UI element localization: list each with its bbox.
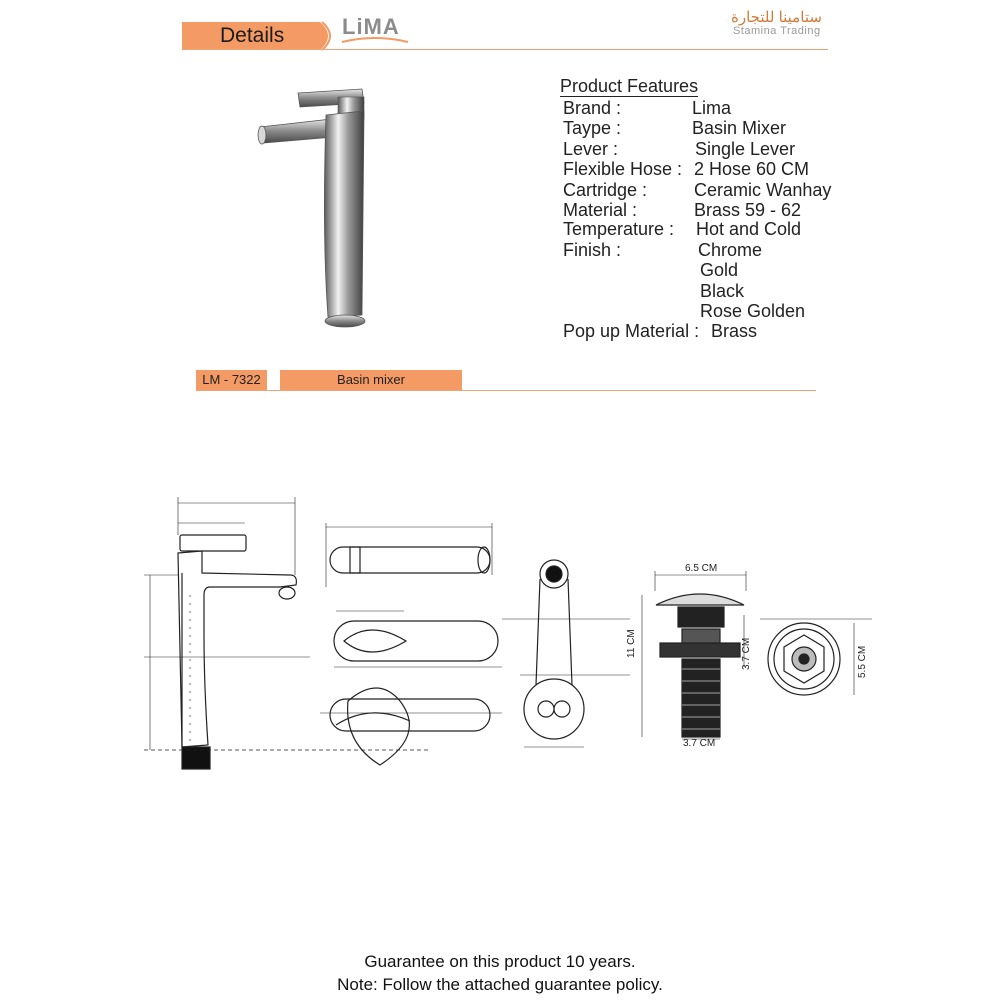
feature-label: Flexible Hose : [563,159,683,179]
company-logo-arabic: ستامينا للتجارة [731,9,822,26]
popup-side-label: 3.7 CM [741,637,752,670]
feature-value: Gold [700,260,739,280]
faucet-side-view-drawing [144,497,430,769]
feature-label: Pop up Material : [563,321,700,341]
company-logo-latin: Stamina Trading [733,25,821,37]
handle-plan-drawing [334,611,502,667]
feature-value: Basin Mixer [692,118,787,138]
feature-value: Single Lever [695,139,796,159]
feature-value: Chrome [698,240,763,260]
flange-width-label: 5.5 CM [857,645,868,678]
feature-label: Taype : [563,118,622,138]
model-divider [196,390,816,391]
feature-label: Lever : [563,139,619,159]
popup-bottom-width-label: 3.7 CM [683,738,716,749]
feature-value: Lima [692,98,732,118]
feature-value: Ceramic Wanhay [694,180,832,200]
feature-label: Finish : [563,240,622,260]
feature-value: Brass 59 - 62 [694,200,802,220]
model-name: Basin mixer [337,372,405,387]
logo-swoosh-icon [340,36,410,46]
base-top-view-drawing [320,688,502,765]
feature-label: Cartridge : [563,180,648,200]
feature-value: 2 Hose 60 CM [694,159,810,179]
lever-top-view-drawing [326,523,492,587]
guarantee-note: Note: Follow the attached guarantee policy. [337,975,663,994]
feature-label: Brand : [563,98,622,118]
feature-value: Hot and Cold [696,219,802,239]
guarantee-text: Guarantee on this product 10 years. [364,952,636,971]
features-title: Product Features [560,76,699,96]
header-divider [182,49,828,50]
feature-label: Temperature : [563,219,675,239]
brand-logo: LiMA [342,14,400,39]
popup-top-width-label: 6.5 CM [685,563,718,574]
popup-top-view-drawing [760,619,872,695]
faucet-product-image [250,85,380,335]
model-code: LM - 7322 [202,372,261,387]
technical-drawings [130,495,880,785]
feature-value: Black [700,281,745,301]
feature-label: Material : [563,200,638,220]
faucet-front-view-drawing [502,560,630,747]
popup-height-label: 11 CM [626,629,637,658]
popup-side-view-drawing [642,571,746,739]
feature-value: Rose Golden [700,301,806,321]
feature-value: Brass [711,321,758,341]
details-tab-label: Details [220,24,285,47]
